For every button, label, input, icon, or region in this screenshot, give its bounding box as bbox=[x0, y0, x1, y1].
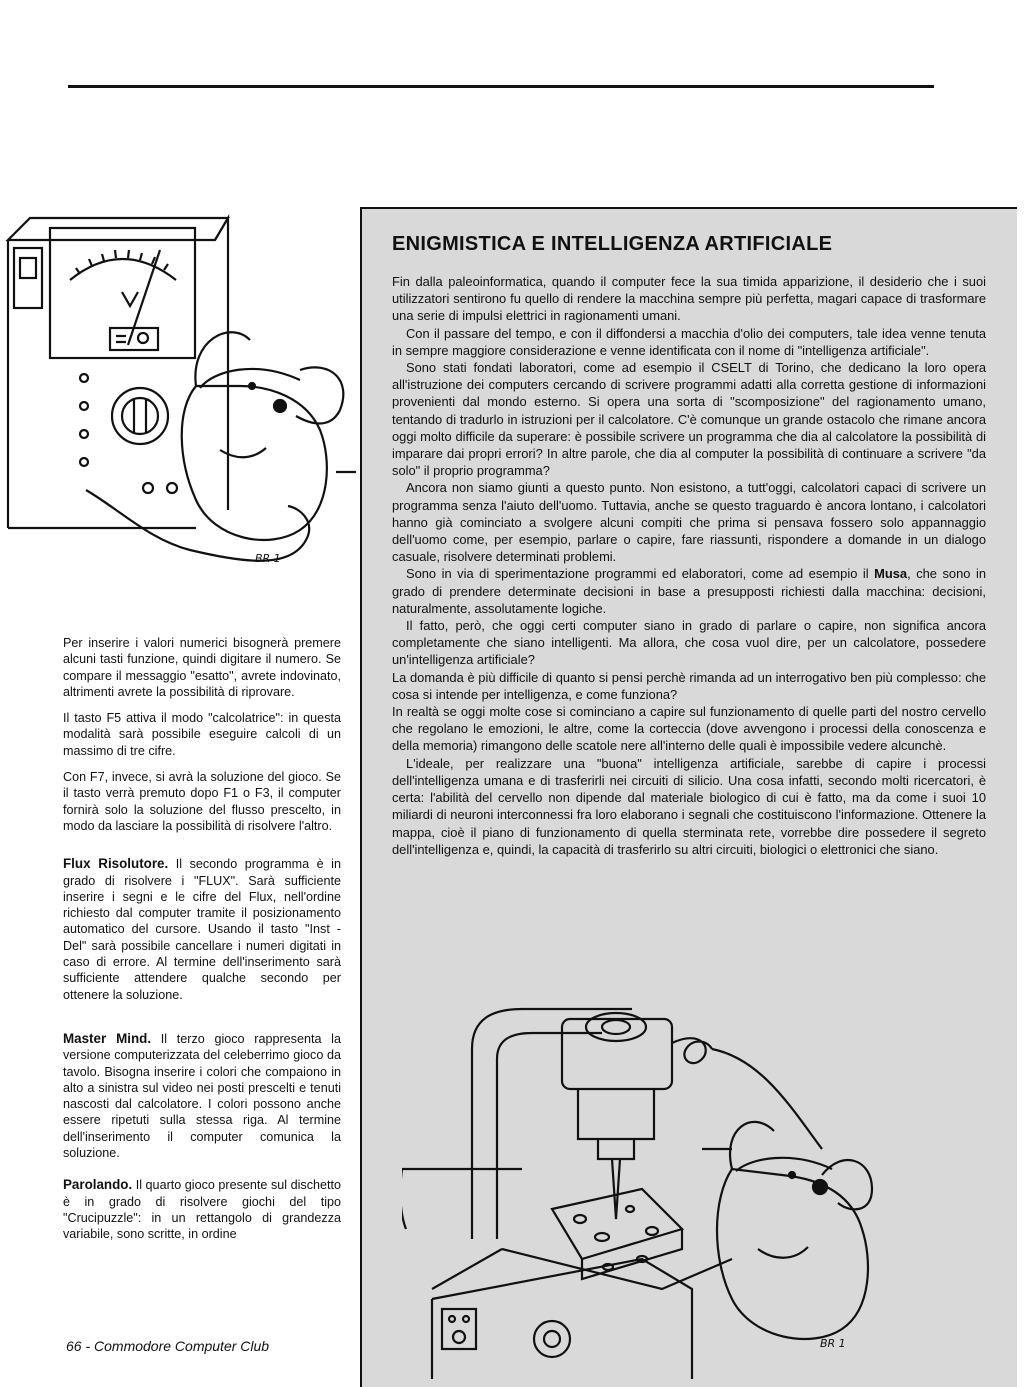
left-column bbox=[63, 635, 341, 1253]
left-paragraph: Il tasto F5 attiva il modo "calcolatrice": in questa modalità sarà possibile eseguire calcoli di un massimo di tre cifre. bbox=[63, 711, 341, 758]
top-signature: BR 1 bbox=[255, 552, 281, 565]
musa-bold: Musa bbox=[874, 566, 908, 582]
box-paragraph bbox=[392, 565, 986, 617]
voltmeter-mouse-illustration bbox=[0, 210, 356, 620]
parolando-heading: Parolando. bbox=[63, 1177, 133, 1193]
flux-text: Il secondo programma è in grado di risolvere i "FLUX". Sarà sufficiente inserire i segni e le cifre del Flux, nell'ordine richiesto dal computer tramite il posizionamento automatico del cursore. Usando il tasto "Inst - Del" sarà possibile cancellare i numeri digitati in caso di errore. Al termine dell'inserimento sarà sufficiente attendere qualche secondo per ottenere la soluzione. bbox=[63, 857, 341, 1002]
box-text-span: , che sono in grado di prendere determinate decisioni in base a presupposti richiesti dalla macchina: decisioni, naturalmente, assolutamente logiche. bbox=[392, 566, 986, 616]
box-text-span: Sono in via di sperimentazione programmi ed elaboratori, come ad esempio il bbox=[406, 566, 875, 582]
box-paragraph: Fin dalla paleoinformatica, quando il computer fece la sua timida apparizione, il desiderio che i suoi utilizzatori sentirono fu quello di rendere la macchina sempre più perfetta, magari capace di trasformare una serie di impulsi elettrici in ragionamenti umani. bbox=[392, 274, 986, 324]
ai-sidebar-box bbox=[360, 207, 1017, 1387]
mastermind-section bbox=[63, 1031, 341, 1161]
page-footer: 66 - Commodore Computer Club bbox=[66, 1338, 270, 1354]
box-text bbox=[392, 273, 986, 858]
flux-heading: Flux Risolutore. bbox=[63, 856, 169, 872]
box-title: ENIGMISTICA E INTELLIGENZA ARTIFICIALE bbox=[392, 233, 833, 255]
header-rule bbox=[68, 85, 934, 88]
box-paragraph: Il fatto, però, che oggi certi computer siano in grado di parlare o capire, non significa ancora completamente che siano intelligenti. Ma allora, che cosa vuol dire, per un calcolatore, possedere un'intelligenza artificiale? bbox=[392, 618, 986, 668]
bottom-signature: BR 1 bbox=[820, 1337, 846, 1350]
mastermind-heading: Master Mind. bbox=[63, 1030, 152, 1046]
drill-cheese-mouse-illustration bbox=[402, 999, 982, 1379]
box-paragraph: In realtà se oggi molte cose si cominciano a capire sul funzionamento di quelle parti del nostro cervello che regolano le emozioni, le altre, come la corteccia (dove avvengono i processi della conoscenza e della memoria) rimangono delle scatole nere all'interno delle quali è impossibile vedere alcunchè. bbox=[392, 704, 986, 754]
box-paragraph: La domanda è più difficile di quanto si pensi perchè rimanda ad un interrogativo ben più complesso: che cosa si intende per intelligenza, e come funziona? bbox=[392, 669, 986, 702]
box-paragraph: Con il passare del tempo, e con il diffondersi a macchia d'olio dei computers, tale idea venne tenuta in sempre maggiore considerazione e venne identificata con il nome di "intelligenza artificiale". bbox=[392, 325, 986, 358]
left-paragraph: Per inserire i valori numerici bisognerà premere alcuni tasti funzione, quindi digitare il numero. Se compare il messaggio "esatto", avrete indovinato, altrimenti avrete la possibilità di riprovare. bbox=[63, 636, 341, 699]
parolando-text: Il quarto gioco presente sul dischetto è in grado di risolvere giochi del tipo "Crucipuzzle": in un rettangolo di grandezza variabile, sono scritte, in ordine bbox=[63, 1178, 341, 1242]
box-paragraph: Sono stati fondati laboratori, come ad esempio il CSELT di Torino, che dedicano la loro opera all'istruzione dei computers cercando di scrivere programmi adatti alla corretta gestione di informazioni provenienti dal mondo esterno. Si opera una sorta di "scomposizione" del ragionamento umano, tentando di tradurlo in istruzioni per il calcolatore. C'è comunque un grande ostacolo che rimane ancora oggi molto difficile da superare: è possibile scrivere un programma che dia al calcolatore la possibilità di imparare dai propri errori? In altre parole, che dia al computer la possibilità di continuare a scrivere "da solo" il proprio programma? bbox=[392, 360, 986, 479]
box-paragraph: Ancora non siamo giunti a questo punto. Non esistono, a tutt'oggi, calcolatori capaci di scrivere un programma senza l'aiuto dell'uomo. Tuttavia, anche se questo traguardo è ancora lontano, i calcolatori hanno già cominciato a svolgere alcuni compiti che prima si pensava fossero solo appannaggio dell'uomo come, per esempio, parlare o capire, fare riassunti, rispondere a domande in un dialogo casuale, risolvere determinati problemi. bbox=[392, 480, 986, 565]
flux-section bbox=[63, 856, 341, 1003]
box-paragraph: L'ideale, per realizzare una "buona" intelligenza artificiale, sarebbe di capire i processi dell'intelligenza umana e di trasferirli nei circuiti di silicio. Una cosa infatti, secondo molti ricercatori, è certa: l'abilità del cervello non dipende dal materiale biologico di cui è fatto, ma da come i suoi 10 miliardi di neuroni interconnessi fra loro elaborano i segnali che costituiscono l'informazione. Ottenere la mappa, cioè il piano di funzionamento di quella sterminata rete, vorrebbe dire possedere il segreto dell'intelligenza e, quindi, la capacità di trasferirlo su altri circuiti, biologici o elettronici che siano. bbox=[392, 755, 986, 857]
left-paragraph: Con F7, invece, si avrà la soluzione del gioco. Se il tasto verrà premuto dopo F1 o F3, il computer fornirà solo la soluzione del flusso prescelto, in modo da lasciare la possibilità di risolvere l'altro. bbox=[63, 770, 341, 833]
parolando-section bbox=[63, 1177, 341, 1242]
mastermind-text: Il terzo gioco rappresenta la versione computerizzata del celeberrimo gioco da tavolo. Bisogna inserire i colori che compaiono in alto a sinistra sul video nei posti prescelti e tenuti nascosti dal calcolatore. I colori possono anche essere ripetuti sulla stessa riga. Al termine dell'inserimento il computer comunica la soluzione. bbox=[63, 1031, 341, 1161]
